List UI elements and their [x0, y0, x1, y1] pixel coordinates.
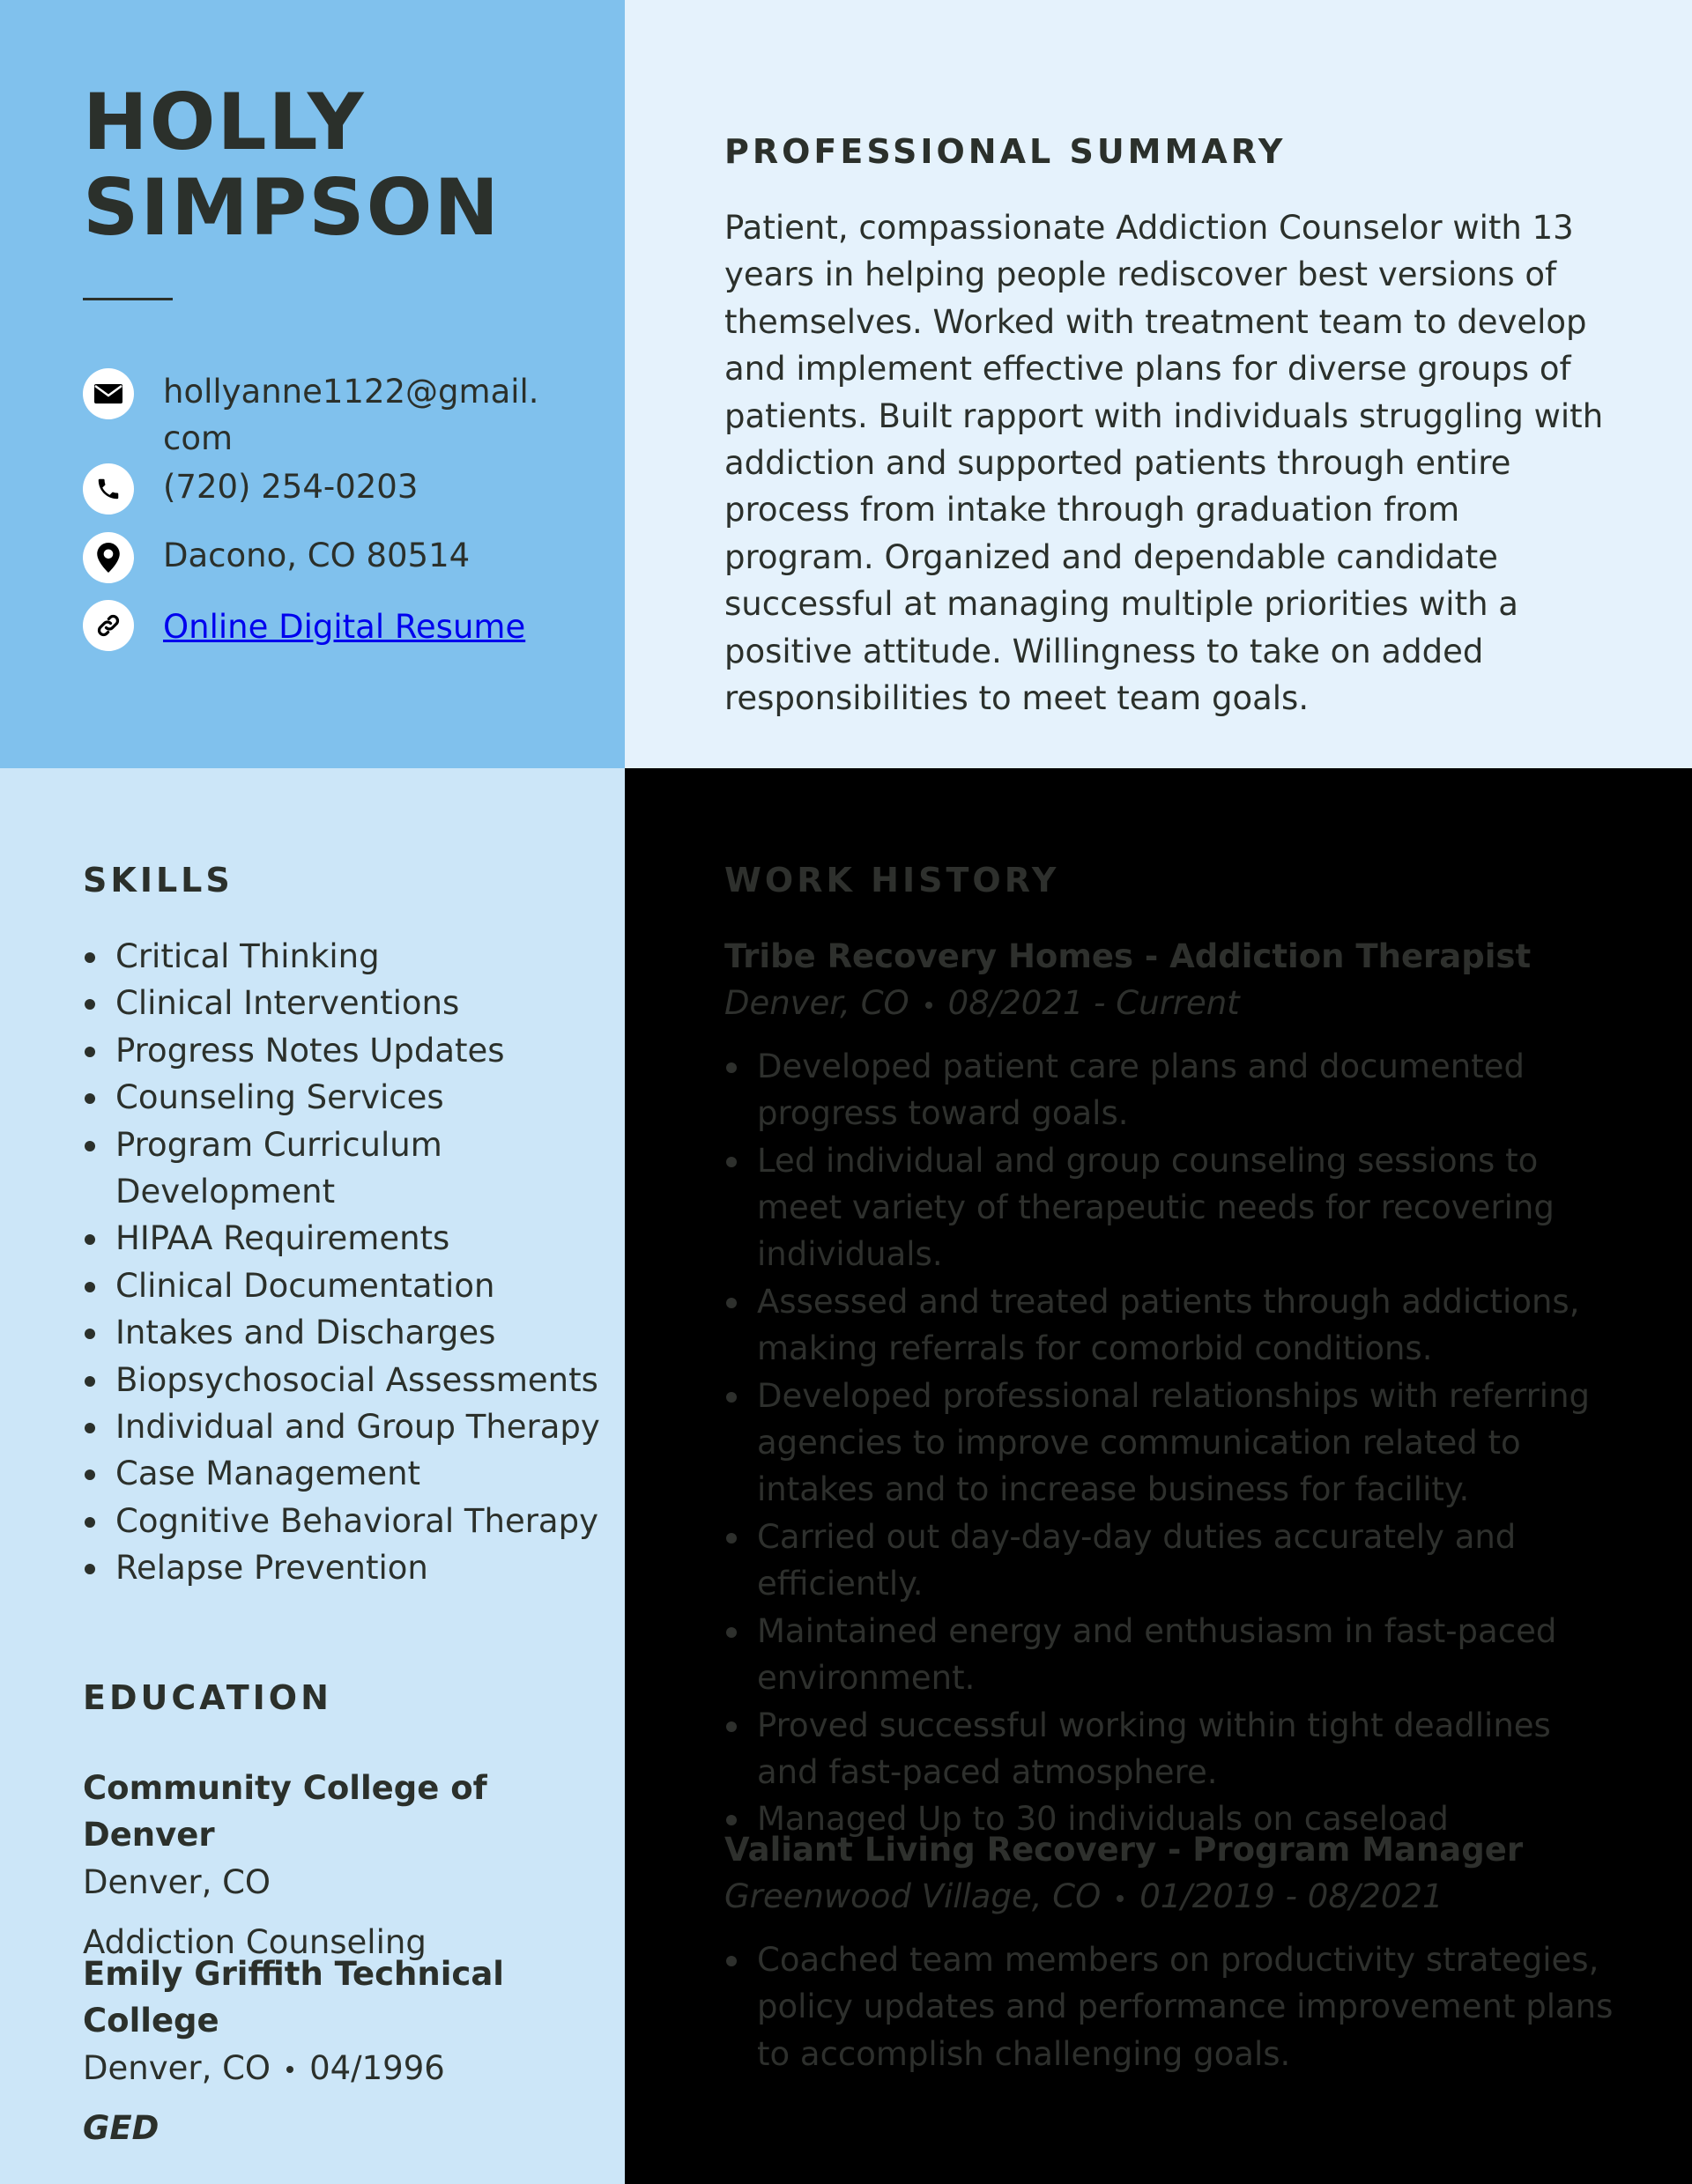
job-dates: 01/2019 - 08/2021 [1139, 1877, 1443, 1916]
education-location: Denver, CO [83, 1862, 271, 1901]
job-dates: 08/2021 - Current [947, 984, 1240, 1023]
online-resume-link-wrap [163, 603, 551, 650]
skill-item: Program Curriculum Development [83, 1122, 612, 1216]
job-bullet: Led individual and group counseling sessions to meet variety of therapeutic needs for recovering individuals. [724, 1137, 1614, 1278]
job-meta [724, 980, 1614, 1026]
location-text: Dacono, CO 80514 [163, 537, 471, 574]
skill-item: Clinical Documentation [83, 1262, 612, 1309]
job-entry-1 [724, 933, 1614, 1843]
job-location: Greenwood Village, CO [724, 1877, 1102, 1916]
skill-item: Cognitive Behavioral Therapy [83, 1498, 612, 1544]
job-bullet: Assessed and treated patients through addictions, making referrals for comorbid conditions. [724, 1278, 1614, 1373]
skill-item: Critical Thinking [83, 933, 612, 980]
job-bullets [724, 1936, 1614, 2077]
work-history-heading: WORK HISTORY [724, 861, 1060, 900]
education-entry-1 [83, 1765, 612, 1966]
skill-item: Biopsychosocial Assessments [83, 1357, 612, 1403]
job-bullet: Maintained energy and enthusiasm in fast-paced environment. [724, 1608, 1614, 1702]
education-date: 04/1996 [309, 2048, 445, 2087]
separator-dot [1117, 1895, 1124, 1902]
skills-list [83, 933, 612, 1592]
education-location: Denver, CO [83, 2048, 271, 2087]
email-text: hollyanne1122@gmail.com [163, 373, 539, 457]
candidate-name [83, 77, 612, 253]
separator-dot [925, 1002, 932, 1009]
skill-item: Counseling Services [83, 1074, 612, 1121]
map-pin-icon [83, 532, 134, 583]
skill-item: Case Management [83, 1450, 612, 1497]
job-bullet: Managed Up to 30 individuals on caseload [724, 1795, 1614, 1842]
job-bullet: Proved successful working within tight deadlines and fast-paced atmosphere. [724, 1702, 1614, 1796]
skill-item: HIPAA Requirements [83, 1215, 612, 1262]
skills-heading: SKILLS [83, 861, 234, 900]
skill-item: Clinical Interventions [83, 980, 612, 1026]
job-meta [724, 1873, 1614, 1920]
last-name: SIMPSON [83, 162, 501, 253]
online-resume-link[interactable]: Online Digital Resume [163, 608, 526, 646]
education-school: Community College of Denver [83, 1769, 487, 1855]
skill-item: Intakes and Discharges [83, 1309, 612, 1356]
education-school: Emily Griffith Technical College [83, 1955, 504, 2040]
skill-item: Individual and Group Therapy [83, 1403, 612, 1450]
job-entry-2 [724, 1826, 1614, 2077]
skill-item: Relapse Prevention [83, 1544, 612, 1591]
summary-heading: PROFESSIONAL SUMMARY [724, 132, 1287, 171]
job-location: Denver, CO [724, 984, 909, 1023]
education-meta [83, 2045, 612, 2091]
job-bullets [724, 1043, 1614, 1843]
separator-dot [286, 2066, 293, 2073]
job-title: Tribe Recovery Homes - Addiction Therapist [724, 937, 1532, 975]
envelope-icon [83, 368, 134, 419]
name-divider [83, 298, 173, 300]
link-icon [83, 600, 134, 651]
job-bullet: Developed professional relationships with referring agencies to improve communication related to intakes and to increase business for facility. [724, 1373, 1614, 1514]
skill-item: Progress Notes Updates [83, 1027, 612, 1074]
job-bullet: Carried out day-day-day duties accurately and efficiently. [724, 1514, 1614, 1608]
phone-text: (720) 254-0203 [163, 468, 419, 506]
education-degree: Addiction Counseling [83, 1923, 427, 1962]
education-heading: EDUCATION [83, 1678, 332, 1717]
summary-text: Patient, compassionate Addiction Counselor with 13 years in helping people rediscover best versions of themselves. Worked with treatment team to develop and implement effective plans for diverse groups of patients. Built rapport with individuals struggling with addiction and supported patients through entire process from intake through graduation from program. Organized and dependable candidate successful at managing multiple priorities with a positive attitude. Willingness to take on added responsibilities to meet team goals. [724, 209, 1604, 718]
job-bullet: Coached team members on productivity strategies, policy updates and performance improvement plans to accomplish challenging goals. [724, 1936, 1614, 2077]
job-title: Valiant Living Recovery - Program Manager [724, 1831, 1524, 1869]
education-entry-2 [83, 1951, 612, 2152]
education-degree: GED [83, 2109, 160, 2148]
first-name: HOLLY [83, 77, 366, 167]
phone-icon [83, 463, 134, 515]
job-bullet: Developed patient care plans and documented progress toward goals. [724, 1043, 1614, 1137]
